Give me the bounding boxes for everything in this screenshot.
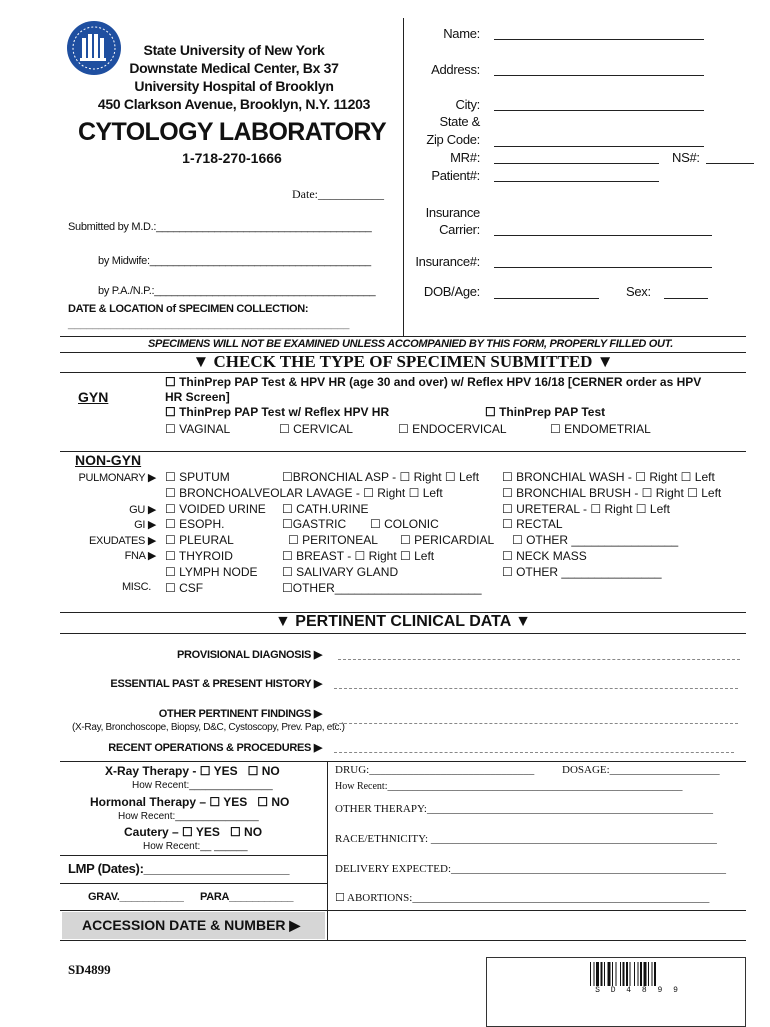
bronchoalveolar-checkbox[interactable]: ☐ BRONCHOALVEOLAR LAVAGE - ☐ Right ☐ Left <box>165 486 443 500</box>
barcode-text: S D 4 8 9 9 <box>595 986 681 995</box>
lymph-node-checkbox[interactable]: ☐ LYMPH NODE <box>165 565 258 579</box>
insurance-no-label: Insurance#: <box>415 254 480 269</box>
barcode <box>590 962 686 986</box>
essential-history-label: ESSENTIAL PAST & PRESENT HISTORY ▶ <box>110 678 322 690</box>
bronchial-asp-checkbox[interactable]: ☐BRONCHIAL ASP - ☐ Right ☐ Left <box>282 470 480 484</box>
state-label: State & <box>439 114 480 129</box>
other-findings-field[interactable] <box>334 723 738 724</box>
header-line1: State University of New York <box>143 42 325 58</box>
dosage-field[interactable]: DOSAGE:____________________ <box>562 764 720 776</box>
dob-label: DOB/Age: <box>423 284 480 299</box>
provisional-diagnosis-field[interactable] <box>338 659 740 660</box>
pulmonary-label: PULMONARY ▶ <box>78 472 156 484</box>
gu-label: GU ▶ <box>129 504 156 516</box>
hormonal-how-recent[interactable]: How Recent:_______________ <box>118 811 259 822</box>
exudates-other-checkbox[interactable]: ☐ OTHER ________________ <box>512 533 679 547</box>
pleural-checkbox[interactable]: ☐ PLEURAL <box>165 533 234 547</box>
bronchial-brush-checkbox[interactable]: ☐ BRONCHIAL BRUSH - ☐ Right ☐ Left <box>502 486 722 500</box>
delivery-expected-field[interactable]: DELIVERY EXPECTED:__________________________________________________ <box>335 863 726 875</box>
gyn-opt-hpv-reflex[interactable]: ☐ ThinPrep PAP Test & HPV HR (age 30 and over) w/ Reflex HPV 16/18 [CERNER order as HPV <box>165 375 702 389</box>
abortions-field[interactable]: ☐ ABORTIONS:______________________________________________________ <box>335 892 710 904</box>
form-warning: SPECIMENS WILL NOT BE EXAMINED UNLESS ACCOMPANIED BY THIS FORM, PROPERLY FILLED OUT. <box>148 338 674 350</box>
lab-phone: 1-718-270-1666 <box>182 150 282 166</box>
gyn-opt-thinprep-reflex[interactable]: ☐ ThinPrep PAP Test w/ Reflex HPV HR <box>165 405 390 419</box>
salivary-checkbox[interactable]: ☐ SALIVARY GLAND <box>282 565 399 579</box>
zip-field[interactable] <box>494 146 704 147</box>
insurance-label-1: Insurance <box>425 205 480 220</box>
bronchial-wash-checkbox[interactable]: ☐ BRONCHIAL WASH - ☐ Right ☐ Left <box>502 470 715 484</box>
name-label: Name: <box>443 26 480 41</box>
therapy-how-recent[interactable]: How Recent:___________________________________________________________ <box>335 781 683 792</box>
drug-field[interactable]: DRUG:______________________________ <box>335 764 535 776</box>
date-field[interactable]: Date:___________ <box>292 187 384 201</box>
fna-label: FNA ▶ <box>124 550 156 562</box>
header-line2: Downstate Medical Center, Bx 37 <box>129 60 339 76</box>
peritoneal-checkbox[interactable]: ☐ PERITONEAL <box>288 533 378 547</box>
csf-checkbox[interactable]: ☐ CSF <box>165 581 204 595</box>
pa-field[interactable]: by P.A./N.P.:______________________________________ <box>98 285 376 297</box>
gi-label: GI ▶ <box>134 519 156 531</box>
recent-ops-field[interactable] <box>334 752 734 753</box>
cautery[interactable]: Cautery – ☐ YES ☐ NO <box>124 825 263 839</box>
xray-how-recent[interactable]: How Recent:_______________ <box>132 780 273 791</box>
pericardial-checkbox[interactable]: ☐ PERICARDIAL <box>400 533 495 547</box>
recent-ops-label: RECENT OPERATIONS & PROCEDURES ▶ <box>108 742 322 754</box>
colonic-checkbox[interactable]: ☐ COLONIC <box>370 517 439 531</box>
date-location-field[interactable]: ______________________________________________ <box>68 318 350 330</box>
submitted-md-field[interactable]: Submitted by M.D.:_____________________________________ <box>68 221 372 233</box>
rectal-checkbox[interactable]: ☐ RECTAL <box>502 517 563 531</box>
city-label: City: <box>455 97 480 112</box>
grav-field[interactable]: GRAV.___________ <box>88 891 184 903</box>
form-id: SD4899 <box>68 962 111 977</box>
lab-title: CYTOLOGY LABORATORY <box>77 118 387 146</box>
breast-checkbox[interactable]: ☐ BREAST - ☐ Right ☐ Left <box>282 549 435 563</box>
clinical-data-title: ▼ PERTINENT CLINICAL DATA ▼ <box>275 613 531 630</box>
mr-field[interactable] <box>494 163 659 164</box>
xray-therapy[interactable]: X-Ray Therapy - ☐ YES ☐ NO <box>105 764 280 778</box>
insurance-no-field[interactable] <box>494 267 712 268</box>
nongyn-label: NON-GYN <box>75 452 142 468</box>
zip-label: Zip Code: <box>426 132 480 147</box>
thyroid-checkbox[interactable]: ☐ THYROID <box>165 549 233 563</box>
header-line4: 450 Clarkson Avenue, Brooklyn, N.Y. 11203 <box>97 96 371 112</box>
sex-field[interactable] <box>664 298 708 299</box>
other-findings-sub: (X-Ray, Bronchoscope, Biopsy, D&C, Cystoscopy, Prev. Pap, etc.) <box>72 722 345 733</box>
gyn-cervical-checkbox[interactable]: ☐ CERVICAL <box>279 422 353 436</box>
header-line3: University Hospital of Brooklyn <box>134 78 334 94</box>
cautery-how-recent[interactable]: How Recent:__ ______ <box>143 841 248 852</box>
date-location-label: DATE & LOCATION of SPECIMEN COLLECTION: <box>68 303 309 315</box>
gyn-label: GYN <box>78 389 109 405</box>
esoph-checkbox[interactable]: ☐ ESOPH. <box>165 517 225 531</box>
city-field[interactable] <box>494 110 704 111</box>
provisional-diagnosis-label: PROVISIONAL DIAGNOSIS ▶ <box>177 649 322 661</box>
ns-label: NS#: <box>672 150 700 165</box>
exudates-label: EXUDATES ▶ <box>89 535 156 547</box>
gyn-vaginal-checkbox[interactable]: ☐ VAGINAL <box>165 422 231 436</box>
patient-no-label: Patient#: <box>431 168 480 183</box>
gyn-endocervical-checkbox[interactable]: ☐ ENDOCERVICAL <box>398 422 507 436</box>
voided-urine-checkbox[interactable]: ☐ VOIDED URINE <box>165 502 266 516</box>
other-findings-label: OTHER PERTINENT FINDINGS ▶ <box>158 708 322 720</box>
check-specimen-title: ▼ CHECK THE TYPE OF SPECIMEN SUBMITTED ▼ <box>192 352 614 371</box>
mr-label: MR#: <box>450 150 480 165</box>
hormonal-therapy[interactable]: Hormonal Therapy – ☐ YES ☐ NO <box>90 795 290 809</box>
misc-label: MISC. <box>121 581 151 593</box>
sex-label: Sex: <box>626 284 651 299</box>
sputum-checkbox[interactable]: ☐ SPUTUM <box>165 470 230 484</box>
misc-other-checkbox[interactable]: ☐OTHER______________________ <box>282 581 482 595</box>
lmp-field[interactable]: LMP (Dates):_____________________ <box>68 861 290 876</box>
other-therapy-field[interactable]: OTHER THERAPY:____________________________________________________ <box>335 803 713 815</box>
insurance-carrier-field[interactable] <box>494 235 712 236</box>
gyn-opt-thinprep[interactable]: ☐ ThinPrep PAP Test <box>485 405 606 419</box>
dob-field[interactable] <box>494 298 599 299</box>
address-label: Address: <box>431 62 480 77</box>
ureteral-checkbox[interactable]: ☐ URETERAL - ☐ Right ☐ Left <box>502 502 670 516</box>
name-field[interactable] <box>494 39 704 40</box>
ns-field[interactable] <box>706 163 754 164</box>
neck-mass-checkbox[interactable]: ☐ NECK MASS <box>502 549 587 563</box>
accession-label: ACCESSION DATE & NUMBER ▶ <box>62 912 325 939</box>
gyn-opt-hpv-reflex-cont: HR Screen] <box>165 390 230 404</box>
essential-history-field[interactable] <box>334 688 738 689</box>
midwife-field[interactable]: by Midwife:______________________________________ <box>98 255 371 267</box>
insurance-label-2: Carrier: <box>439 222 480 237</box>
race-field[interactable]: RACE/ETHNICITY: ____________________________________________________ <box>335 833 717 845</box>
gastric-checkbox[interactable]: ☐GASTRIC <box>282 517 347 531</box>
fna-other-checkbox[interactable]: ☐ OTHER _______________ <box>502 565 662 579</box>
patient-no-field[interactable] <box>494 181 659 182</box>
address-field[interactable] <box>494 75 704 76</box>
cath-urine-checkbox[interactable]: ☐ CATH.URINE <box>282 502 369 516</box>
gyn-endometrial-checkbox[interactable]: ☐ ENDOMETRIAL <box>550 422 651 436</box>
para-field[interactable]: PARA___________ <box>200 891 294 903</box>
